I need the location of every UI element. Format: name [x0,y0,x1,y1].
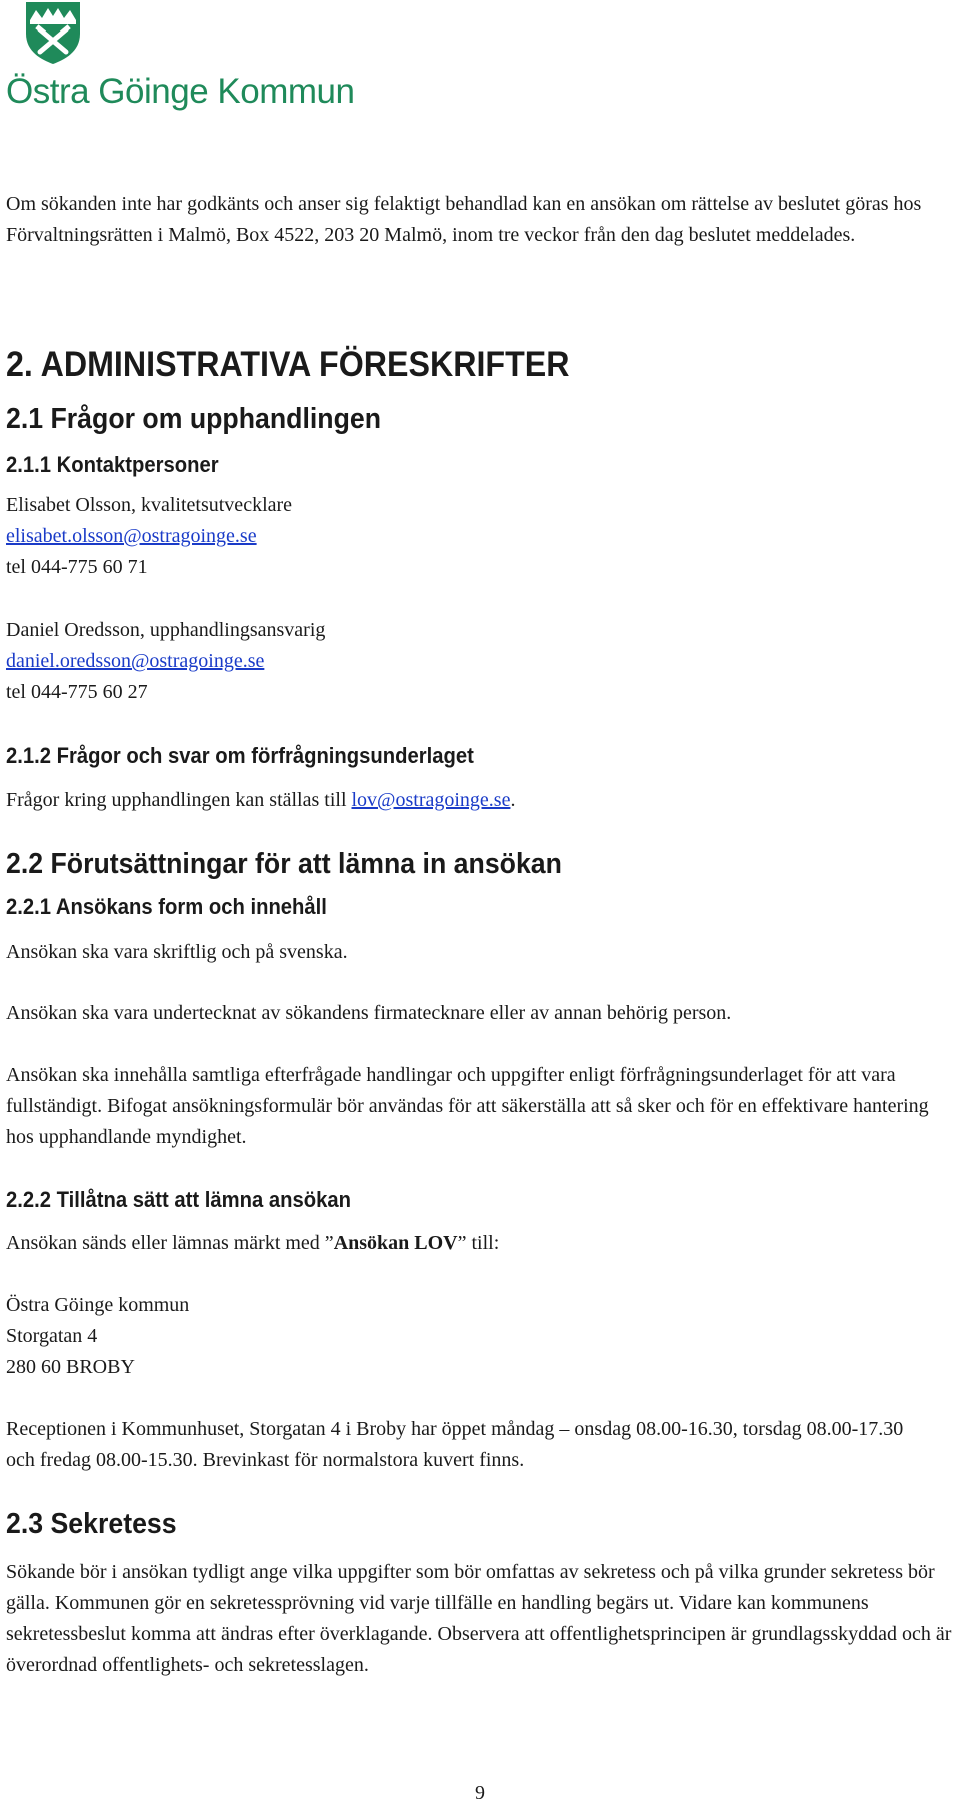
section-2-3-title: 2.3 Sekretess [6,1508,177,1540]
section-2-2-title: 2.2 Förutsättningar för att lämna in ansökan [6,848,562,880]
form-paragraph-3 [6,1060,946,1153]
questions-email-link[interactable]: lov@ostragoinge.se [351,789,511,811]
section-2-1-1-heading [6,452,237,478]
page-number: 9 [475,1782,485,1804]
address-block [6,1290,189,1383]
address-line-1: Östra Göinge kommun [6,1294,190,1316]
form-paragraph-1: Ansökan ska vara skriftlig och på svenska. [6,941,348,963]
section-2-2-2-heading [6,1187,381,1213]
form-paragraph-2: Ansökan ska vara undertecknat av sökandens firmatecknare eller av annan behörig person. [6,1002,732,1024]
contact-1 [6,490,292,583]
brand-name: Östra Göinge Kommun [6,72,355,111]
contact-1-name: Elisabet Olsson, kvalitetsutvecklare [6,494,293,516]
section-2-1-title: 2.1 Frågor om upphandlingen [6,403,382,435]
reception-text: Receptionen i Kommunhuset, Storgatan 4 i Broby har öppet måndag – onsdag 08.00-16.30, torsdag 08.00-17.30 och fredag 08.00-15.30. Brevinkast för normalstora kuvert finns. [6,1418,904,1471]
submission-text-end: ” till: [457,1232,500,1254]
contact-2-tel: tel 044-775 60 27 [6,681,148,703]
questions-text: Frågor kring upphandlingen kan ställas till [6,789,352,811]
submission-text: Ansökan sänds eller lämnas märkt med ” [6,1232,334,1254]
questions-period: . [510,789,516,811]
section-2-2-1-title: 2.2.1 Ansökans form och innehåll [6,894,327,919]
section-2-1-1-title: 2.1.1 Kontaktpersoner [6,452,219,477]
questions-paragraph [6,785,515,816]
reception-paragraph [6,1414,906,1476]
contact-1-tel: tel 044-775 60 71 [6,556,148,578]
address-line-2: Storgatan 4 [6,1325,98,1347]
form-paragraph-3-text: Ansökan ska innehålla samtliga efterfrågade handlingar och uppgifter enligt förfrågningsunderlaget för att vara fullständigt. Bifogat ansökningsformulär bör användas för att säkerställa att så sker och för en effektivare hantering hos upphandlande myndighet. [6,1064,929,1148]
coat-of-arms-icon [24,0,82,66]
section-2-2-1-heading [6,894,355,920]
section-2-title: 2. ADMINISTRATIVA FÖRESKRIFTER [6,345,570,384]
contact-2-email-link[interactable]: daniel.oredsson@ostragoinge.se [6,650,265,672]
contact-2-name: Daniel Oredsson, upphandlingsansvarig [6,619,326,641]
secrecy-text: Sökande bör i ansökan tydligt ange vilka uppgifter som bör omfattas av sekretess och på vilka grunder sekretess bör gälla. Kommunen gör en sekretessprövning vid varje tillfälle en handling begärs ut. Vidare kan kommunens sekretessbeslut komma att ändras efter överklagande. Observera att offentlighetsprincipen är grundlagsskyddad och är överordnad offentlighets- och sekretesslagen. [6,1561,952,1676]
section-2-3-heading [6,1508,191,1541]
contact-2 [6,615,325,708]
section-2-2-heading [6,848,610,881]
submission-paragraph [6,1228,499,1259]
section-2-heading [6,345,619,385]
section-2-1-2-heading [6,743,515,769]
section-2-2-2-title: 2.2.2 Tillåtna sätt att lämna ansökan [6,1187,351,1212]
secrecy-paragraph [6,1557,956,1681]
submission-label: Ansökan LOV [333,1232,458,1254]
address-line-3: 280 60 BROBY [6,1356,135,1378]
section-2-1-2-title: 2.1.2 Frågor och svar om förfrågningsunderlaget [6,743,474,768]
contact-1-email-link[interactable]: elisabet.olsson@ostragoinge.se [6,525,257,547]
intro-paragraph [6,189,936,251]
section-2-1-heading [6,403,414,436]
intro-text: Om sökanden inte har godkänts och anser sig felaktigt behandlad kan en ansökan om rättelse av beslutet göras hos Förvaltningsrätten i Malmö, Box 4522, 203 20 Malmö, inom tre veckor från den dag beslutet meddelades. [6,193,922,246]
